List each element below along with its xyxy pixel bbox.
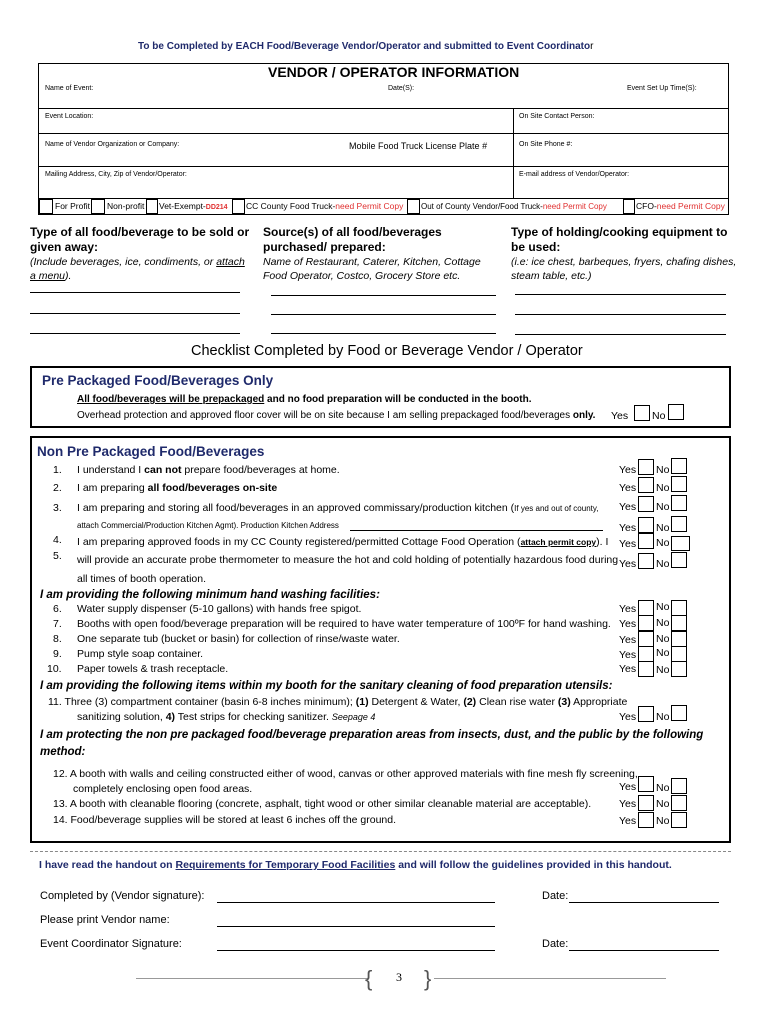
yes-label: Yes	[619, 649, 637, 661]
yes-label: Yes	[619, 482, 637, 494]
no-label: No	[656, 601, 670, 613]
item-1-text-a: I understand I	[77, 464, 145, 476]
item-8-text: One separate tub (bucket or basin) for collection of rinse/waste water.	[77, 633, 400, 645]
item-11-line2-c: Test strips for checking sanitizer.	[175, 711, 332, 723]
item-1-text-c: prepare food/beverages at home.	[181, 464, 340, 476]
vendor-info-box	[38, 63, 729, 199]
item-3-line2: attach Commercial/Production Kitchen Agmt). Production Kitchen Address	[77, 521, 339, 530]
item-4-no-checkbox[interactable]	[671, 536, 690, 551]
no-label: No	[656, 482, 670, 494]
item-9-text: Pump style soap container.	[77, 648, 204, 660]
item-14-text: 14. Food/beverage supplies will be stored at least 6 inches off the ground.	[53, 814, 397, 826]
signoff-statement-link: Requirements for Temporary Food Facilities	[175, 859, 396, 871]
print-name-label: Please print Vendor name:	[40, 914, 170, 926]
item-9-no-checkbox[interactable]	[671, 646, 687, 662]
no-label: No	[656, 558, 670, 570]
no-label: No	[656, 522, 670, 534]
cc-county-note: need Permit Copy	[335, 201, 404, 211]
column-sources	[263, 225, 507, 283]
item-11-e: Clean rise water	[476, 696, 558, 708]
footer-bracket-right: }	[424, 966, 432, 991]
sources-answer-line[interactable]	[271, 333, 496, 334]
vendor-signature-line[interactable]	[217, 902, 495, 903]
item-7-no-checkbox[interactable]	[671, 615, 687, 631]
item-5-no-checkbox[interactable]	[671, 552, 687, 568]
column-food-type	[30, 225, 252, 283]
signoff-divider	[30, 851, 731, 852]
no-label: No	[656, 782, 670, 794]
vet-exempt-text: Vet-Exempt-	[159, 201, 206, 211]
item-10-yes-checkbox[interactable]	[638, 661, 654, 677]
item-3-no-checkbox[interactable]	[671, 495, 687, 511]
item-6-no-checkbox[interactable]	[671, 600, 687, 616]
production-kitchen-address-line[interactable]	[350, 530, 603, 531]
item-13-no-checkbox[interactable]	[671, 795, 687, 811]
item-11-text-line2	[77, 711, 375, 723]
col1-note-link: attach a menu	[30, 256, 245, 282]
no-label: No	[652, 410, 666, 422]
prepackaged-no-checkbox[interactable]	[668, 404, 684, 420]
cfo-text: CFO-	[636, 201, 657, 211]
no-label: No	[656, 711, 670, 723]
item-2-text-a: I am preparing	[77, 482, 148, 494]
date-label: Date:	[542, 890, 569, 902]
protect-heading	[40, 727, 703, 761]
item-12-no-checkbox[interactable]	[671, 778, 687, 794]
item-9-number: 9.	[53, 648, 62, 660]
item-2-yes-checkbox[interactable]	[638, 477, 654, 493]
item-2-no-checkbox[interactable]	[671, 476, 687, 492]
item-5-yes-checkbox[interactable]	[638, 553, 654, 569]
cfo-label	[636, 201, 725, 211]
non-profit-checkbox[interactable]	[91, 199, 105, 214]
email-label: E-mail address of Vendor/Operator:	[519, 171, 630, 178]
equipment-answer-line[interactable]	[515, 294, 726, 295]
item-13-yes-checkbox[interactable]	[638, 795, 654, 811]
vendor-col-divider	[513, 108, 514, 199]
item-12-text-line2: completely enclosing open food areas.	[73, 783, 253, 795]
col3-note: (i.e: ice chest, barbeques, fryers, chafing dishes, steam table, etc.)	[511, 256, 737, 282]
yes-label: Yes	[619, 634, 637, 646]
item-11-yes-checkbox[interactable]	[638, 706, 654, 722]
sanitary-heading: I am providing the following items within my booth for the sanitary cleaning of food preparation utensils:	[40, 680, 613, 692]
item-14-no-checkbox[interactable]	[671, 812, 687, 828]
equipment-answer-line[interactable]	[515, 314, 726, 315]
item-3-yes-checkbox[interactable]	[638, 496, 654, 512]
vendor-name-line[interactable]	[217, 926, 495, 927]
license-plate-label: Mobile Food Truck License Plate #	[349, 141, 488, 151]
item-1-text	[77, 464, 340, 476]
item-4-text-a: I am preparing approved foods in my CC County registered/permitted Cottage Food Operation (	[77, 536, 521, 548]
yes-label: Yes	[619, 558, 637, 570]
item-12-yes-checkbox[interactable]	[638, 776, 654, 792]
yes-label: Yes	[611, 410, 629, 422]
cfo-note: need Permit Copy	[656, 201, 725, 211]
item-10-no-checkbox[interactable]	[671, 661, 687, 677]
yes-label: Yes	[619, 781, 637, 793]
cc-county-label	[246, 201, 403, 211]
food-type-answer-line[interactable]	[30, 333, 240, 334]
col2-note: Name of Restaurant, Caterer, Kitchen, Cottage Food Operator, Costco, Grocery Store etc.	[263, 256, 481, 282]
col1-note-text: (Include beverages, ice, condiments, or	[30, 256, 217, 268]
item-8-yes-checkbox[interactable]	[638, 631, 654, 647]
item-8-no-checkbox[interactable]	[671, 631, 687, 647]
yes-label: Yes	[619, 711, 637, 723]
item-11-line2-b: 4)	[165, 711, 176, 723]
vendor-row-divider	[38, 108, 729, 109]
item-11-f: (3)	[557, 696, 571, 708]
onsite-contact-label: On Site Contact Person:	[519, 113, 595, 120]
signoff-statement-b: and will follow the guidelines provided in this handout.	[395, 859, 672, 871]
out-of-county-label	[421, 202, 607, 211]
col1-note	[30, 255, 252, 283]
item-5-number: 5.	[53, 550, 62, 562]
onsite-phone-label: On Site Phone #:	[519, 141, 573, 148]
item-2-text-bold: all food/beverages on-site	[147, 482, 278, 494]
item-1-yes-checkbox[interactable]	[638, 459, 654, 475]
item-10-text: Paper towels & trash receptacle.	[77, 663, 229, 675]
item-9-yes-checkbox[interactable]	[638, 646, 654, 662]
item-11-c: Detergent & Water,	[368, 696, 464, 708]
vendor-info-title: VENDOR / OPERATOR INFORMATION	[268, 64, 520, 80]
item-11-text	[48, 696, 627, 708]
item-6-text: Water supply dispenser (5-10 gallons) with hands free spigot.	[77, 603, 362, 615]
vet-exempt-code: DD214	[205, 204, 228, 211]
date-label: Date:	[542, 938, 569, 950]
protect-heading-line1: I am protecting the non pre packaged food/beverage preparation areas from insects, dust, and the public by the following	[40, 729, 704, 741]
equipment-answer-line[interactable]	[515, 334, 726, 335]
setup-time-label: Event Set Up Time(S):	[627, 85, 697, 92]
item-4-number: 4.	[53, 534, 62, 546]
item-4-text-c: ). I	[596, 536, 609, 548]
item-3-text	[77, 502, 599, 514]
vendor-row-divider	[38, 166, 729, 167]
prepackaged-heading: Pre Packaged Food/Beverages Only	[42, 373, 274, 388]
yes-label: Yes	[619, 522, 637, 534]
column-equipment	[511, 225, 741, 283]
item-1-no-checkbox[interactable]	[671, 458, 687, 474]
mailing-address-label: Mailing Address, City, Zip of Vendor/Operator:	[45, 171, 187, 178]
prepackaged-line1-rest: and no food preparation will be conducted in the booth.	[264, 394, 532, 405]
no-label: No	[656, 537, 670, 549]
item-3-number: 3.	[53, 502, 62, 514]
page-number: 3	[396, 970, 402, 984]
item-3b-yes-checkbox[interactable]	[638, 517, 654, 533]
date-line[interactable]	[569, 902, 719, 903]
no-label: No	[656, 464, 670, 476]
item-5-text-line2: all times of booth operation.	[77, 573, 206, 585]
event-location-label: Event Location:	[45, 113, 94, 120]
sources-answer-line[interactable]	[271, 295, 496, 296]
prepackaged-line2-bold: only.	[572, 410, 596, 421]
no-label: No	[656, 633, 670, 645]
out-of-county-text: Out of County Vendor/Food Truck-	[421, 202, 543, 211]
no-label: No	[656, 798, 670, 810]
dates-label: Date(S):	[388, 85, 415, 92]
prepackaged-line1	[77, 394, 532, 405]
col2-heading: Source(s) of all food/beverages purchased/ prepared:	[263, 225, 442, 254]
out-of-county-note: need Permit Copy	[542, 202, 607, 211]
item-13-text: 13. A booth with cleanable flooring (concrete, asphalt, tight wood or other similar cleanable material are acceptable).	[53, 798, 592, 810]
out-of-county-checkbox[interactable]	[407, 199, 420, 214]
top-instruction-last-char: r	[590, 41, 594, 52]
no-label: No	[656, 664, 670, 676]
item-6-number: 6.	[53, 603, 62, 615]
top-instruction	[138, 41, 593, 52]
prepackaged-line2-text: Overhead protection and approved floor cover will be on site because I am selling prepackaged food/beverages	[77, 410, 573, 421]
item-11-g: Appropriate	[570, 696, 628, 708]
no-label: No	[656, 617, 670, 629]
food-type-answer-line[interactable]	[30, 313, 240, 314]
item-3-text-a: I am preparing and storing all food/beverages in an approved commissary/production kitchen (	[77, 502, 515, 514]
nonprepackaged-heading: Non Pre Packaged Food/Beverages	[37, 444, 265, 459]
vet-exempt-label	[159, 201, 228, 211]
yes-label: Yes	[619, 815, 637, 827]
item-6-yes-checkbox[interactable]	[638, 600, 654, 616]
vendor-org-label: Name of Vendor Organization or Company:	[45, 141, 180, 148]
item-10-number: 10.	[47, 663, 62, 675]
cfo-checkbox[interactable]	[623, 199, 635, 214]
sources-answer-line[interactable]	[271, 314, 496, 315]
protect-heading-line2: method:	[40, 746, 86, 758]
item-11-b: (1)	[355, 696, 369, 708]
footer-rule	[136, 978, 368, 979]
vet-exempt-checkbox[interactable]	[146, 199, 158, 214]
item-14-yes-checkbox[interactable]	[638, 812, 654, 828]
item-2-number: 2.	[53, 482, 62, 494]
prepackaged-line2	[77, 410, 595, 421]
yes-label: Yes	[619, 603, 637, 615]
yes-label: Yes	[619, 663, 637, 675]
yes-label: Yes	[619, 618, 637, 630]
cc-county-text: CC County Food Truck-	[246, 201, 336, 211]
col3-heading: Type of holding/cooking equipment to be used:	[511, 225, 728, 254]
item-3b-no-checkbox[interactable]	[671, 516, 687, 532]
for-profit-label: For Profit	[55, 201, 90, 211]
item-1-text-bold: can not	[144, 464, 182, 476]
item-4-text	[77, 536, 608, 548]
item-12-text: 12. A booth with walls and ceiling constructed either of wood, canvas or other approved materials with fine mesh fly screening,	[53, 768, 638, 780]
item-5-text: will provide an accurate probe thermometer to measure the hot and cold holding of potentially hazardous food during	[77, 554, 619, 566]
footer-bracket-left: {	[365, 966, 373, 991]
item-7-number: 7.	[53, 618, 62, 630]
col1-heading: Type of all food/beverage to be sold or given away:	[30, 225, 250, 254]
name-of-event-label: Name of Event:	[45, 85, 94, 92]
non-profit-label: Non-profit	[107, 201, 145, 211]
no-label: No	[656, 815, 670, 827]
item-1-number: 1.	[53, 464, 62, 476]
coordinator-label: Event Coordinator Signature:	[40, 938, 182, 950]
item-8-number: 8.	[53, 633, 62, 645]
item-4-text-link: attach permit copy	[520, 537, 597, 547]
vendor-row-divider	[38, 133, 729, 134]
item-3-text-b: If yes and out of county,	[514, 504, 599, 513]
col1-note-end: ).	[65, 270, 72, 282]
prepackaged-yes-checkbox[interactable]	[634, 405, 650, 421]
cc-county-checkbox[interactable]	[232, 199, 245, 214]
hand-washing-heading: I am providing the following minimum hand washing facilities:	[40, 589, 380, 601]
no-label: No	[656, 647, 670, 659]
item-11-d: (2)	[463, 696, 477, 708]
yes-label: Yes	[619, 501, 637, 513]
no-label: No	[656, 501, 670, 513]
yes-label: Yes	[619, 798, 637, 810]
item-11-a: 11. Three (3) compartment container (basin 6-8 inches minimum);	[48, 696, 356, 708]
yes-label: Yes	[619, 538, 637, 550]
item-11-line2-a: sanitizing solution,	[77, 711, 166, 723]
item-11-line2-d: Seepage 4	[331, 712, 376, 722]
completed-by-label: Completed by (Vendor signature):	[40, 890, 205, 902]
yes-label: Yes	[619, 464, 637, 476]
signoff-statement	[39, 859, 672, 871]
item-11-no-checkbox[interactable]	[671, 705, 687, 721]
item-7-text: Booths with open food/beverage preparation will be required to have water temperature of 100ºF for hand washing.	[77, 618, 611, 630]
date-line[interactable]	[569, 950, 719, 951]
checklist-title: Checklist Completed by Food or Beverage Vendor / Operator	[191, 343, 583, 359]
prepackaged-line1-underlined: All food/beverages will be prepackaged	[77, 394, 265, 405]
signoff-statement-a: I have read the handout on	[39, 859, 176, 871]
item-7-yes-checkbox[interactable]	[638, 615, 654, 631]
top-instruction-text: To be Completed by EACH Food/Beverage Vendor/Operator and submitted to Event Coordinato	[138, 41, 591, 52]
food-type-answer-line[interactable]	[30, 292, 240, 293]
coordinator-signature-line[interactable]	[217, 950, 495, 951]
item-2-text	[77, 482, 277, 494]
footer-rule	[434, 978, 666, 979]
for-profit-checkbox[interactable]	[39, 199, 53, 214]
item-4-yes-checkbox[interactable]	[638, 533, 654, 549]
